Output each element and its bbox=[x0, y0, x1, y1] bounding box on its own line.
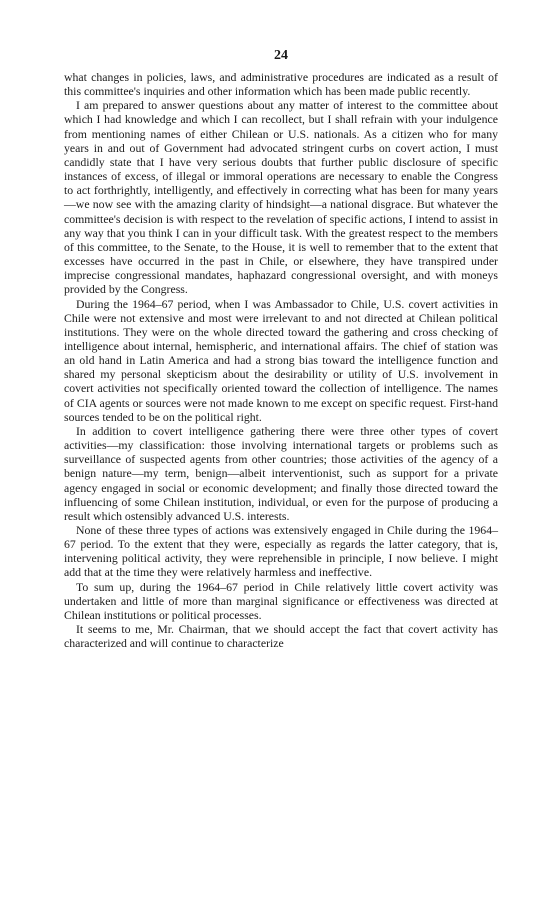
page-number: 24 bbox=[274, 48, 288, 63]
paragraph-3: During the 1964–67 period, when I was Ambassador to Chile, U.S. covert activities in Chile were not extensive and most were irrelevant to and not directed at Chilean political institutions. They were on the whole directed toward the gathering and cross checking of intelligence about internal, hemispheric, and international affairs. The chief of station was an old hand in Latin America and had a strong bias toward the intelligence function and shared my personal skepticism about the desirability or utility of U.S. involvement in covert activities not specifically oriented toward the collection of intelligence. The names of CIA agents or sources were not made known to me except on specific request. First-hand sources tended to be on the political right. bbox=[64, 296, 498, 424]
paragraph-6: To sum up, during the 1964–67 period in Chile relatively little covert activity was undertaken and little of more than marginal significance or effectiveness was directed at Chilean institutions or political processes. bbox=[64, 579, 498, 622]
paragraph-7: It seems to me, Mr. Chairman, that we should accept the fact that covert activity has characterized and will continue to characterize bbox=[64, 622, 498, 651]
body-text bbox=[64, 70, 498, 650]
paragraph-1: what changes in policies, laws, and administrative procedures are indicated as a result of this committee's inquiries and other information which has been made public recently. bbox=[64, 70, 498, 99]
paragraph-5: None of these three types of actions was extensively engaged in Chile during the 1964–67 period. To the extent that they were, especially as regards the latter category, that is, intervening political activity, they were reprehensible in principle, I now believe. I might add that at the time they were relatively harmless and ineffective. bbox=[64, 523, 498, 580]
paragraph-2: I am prepared to answer questions about any matter of interest to the committee about which I had knowledge and which I can recollect, but I shall refrain with your indulgence from mentioning names of either Chilean or U.S. nationals. As a citizen who for many years in and out of Government had advocated stringent curbs on covert action, I must candidly state that I have very serious doubts that further public disclosure of specific instances of excess, of illegal or immoral operations are necessary to enable the Congress to act forthrightly, intelligently, and effectively in correcting what has been for many years—we now see with the amazing clarity of hindsight—a national disgrace. But whatever the committee's decision is with respect to the revelation of specific actions, I intend to assist in any way that you think I can in your difficult task. With the greatest respect to the members of this committee, to the Senate, to the House, it is well to remember that to the extent that excesses have occurred in the past in Chile, or elsewhere, they have transpired under imprecise congressional mandates, haphazard congressional oversight, and with moneys provided by the Congress. bbox=[64, 98, 498, 297]
paragraph-4: In addition to covert intelligence gathering there were three other types of covert activities—my classification: those involving international targets or problems such as surveillance of suspected agents from other countries; those activities of the agency of a benign nature—my term, benign—albeit interventionist, such as support for a private agency engaged in social or economic development; and finally those directed toward the influencing of some Chilean institution, individual, or even for the purpose of producing a result which ostensibly advanced U.S. interests. bbox=[64, 423, 498, 523]
